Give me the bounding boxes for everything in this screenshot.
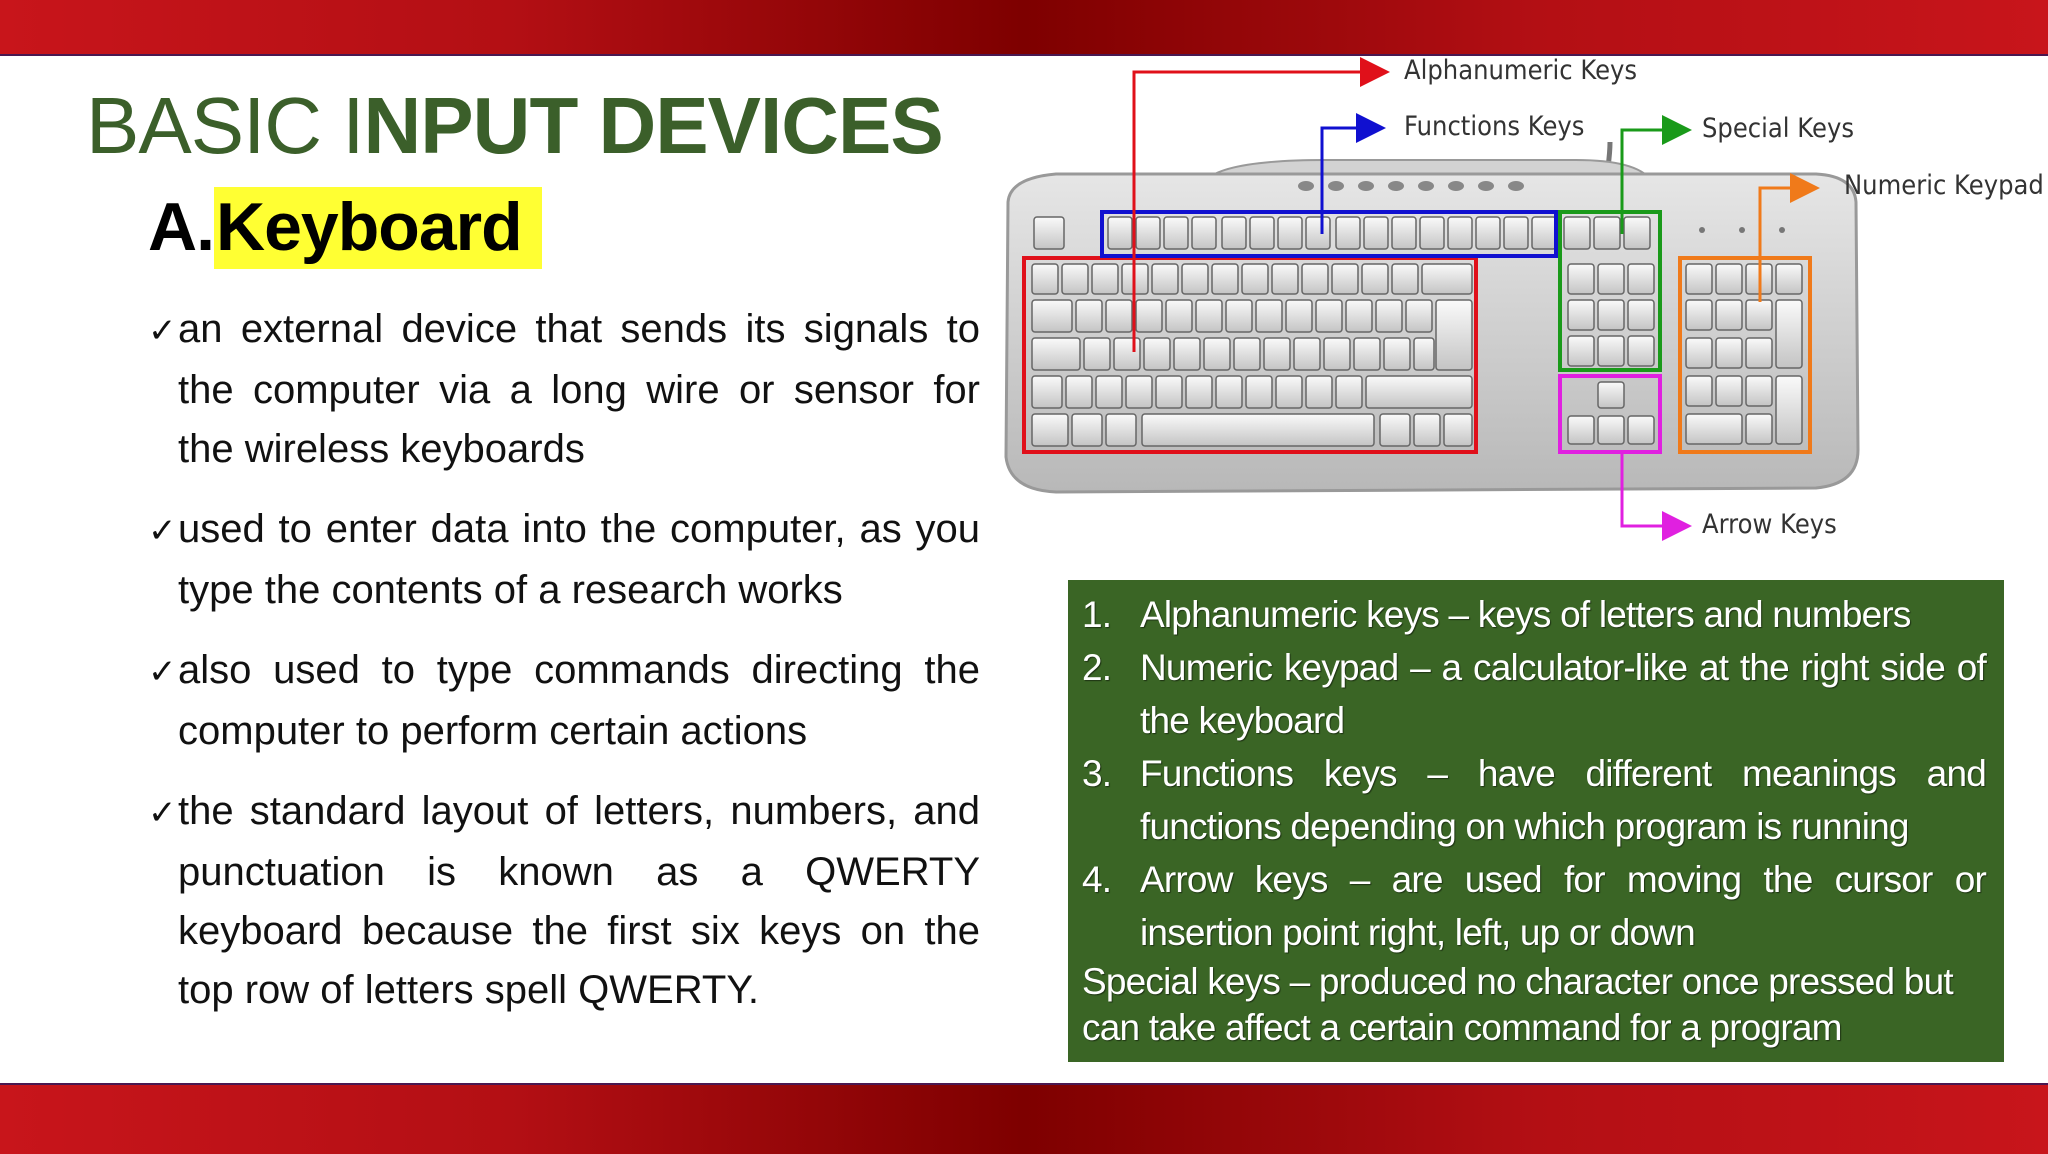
legend-number: 4. [1082,859,1112,900]
bullet-item [148,782,980,1020]
legend-text: Alphanumeric keys – keys of letters and numbers [1140,594,1911,635]
label-functions-keys: Functions Keys [1404,111,1585,142]
title-part-1: BASIC I [86,81,364,170]
legend-item [1082,853,1986,959]
label-alphanumeric-keys: Alphanumeric Keys [1404,55,1638,86]
title-part-2: NPUT DEVICES [363,81,943,170]
bottom-banner [0,1083,2048,1154]
key-legend-box [1068,580,2004,1062]
subtitle-prefix: A. [148,189,214,265]
label-numeric-keypad: Numeric Keypad [1844,170,2044,201]
bullet-item [148,641,980,761]
check-icon: ✓ [148,511,177,551]
legend-item [1082,641,1986,747]
legend-list [1082,588,1986,959]
bullet-list [148,300,980,1041]
legend-text: Numeric keypad – a calculator-like at the right side of the keyboard [1140,647,1986,741]
legend-item [1082,747,1986,853]
slide-subtitle [148,188,542,266]
bullet-text: also used to type commands directing the computer to perform certain actions [178,648,980,753]
label-special-keys: Special Keys [1702,113,1855,144]
legend-text: Functions keys – have different meanings and functions depending on which program is running [1140,753,1986,847]
legend-item [1082,588,1986,641]
special-keys-note: Special keys – produced no character once pressed but can take affect a certain command for a program [1082,961,1953,1048]
legend-text: Arrow keys – are used for moving the cursor or insertion point right, left, up or down [1140,859,1986,953]
legend-number: 2. [1082,647,1112,688]
top-banner [0,0,2048,56]
bullet-item [148,500,980,620]
bullet-text: the standard layout of letters, numbers, and punctuation is known as a QWERTY keyboard because the first six keys on the top row of letters spell QWERTY. [178,789,980,1012]
check-icon: ✓ [148,793,177,833]
legend-number: 3. [1082,753,1112,794]
check-icon: ✓ [148,311,177,351]
bullet-item [148,300,980,479]
bullet-text: used to enter data into the computer, as you type the contents of a research works [178,507,980,612]
bullet-text: an external device that sends its signals to the computer via a long wire or sensor for the wireless keyboards [178,307,980,471]
subtitle-highlight: Keyboard [214,187,542,269]
slide-title [86,80,943,172]
legend-number: 1. [1082,594,1112,635]
keyboard-diagram [996,52,2048,552]
check-icon: ✓ [148,652,177,692]
label-arrow-keys: Arrow Keys [1702,509,1837,540]
